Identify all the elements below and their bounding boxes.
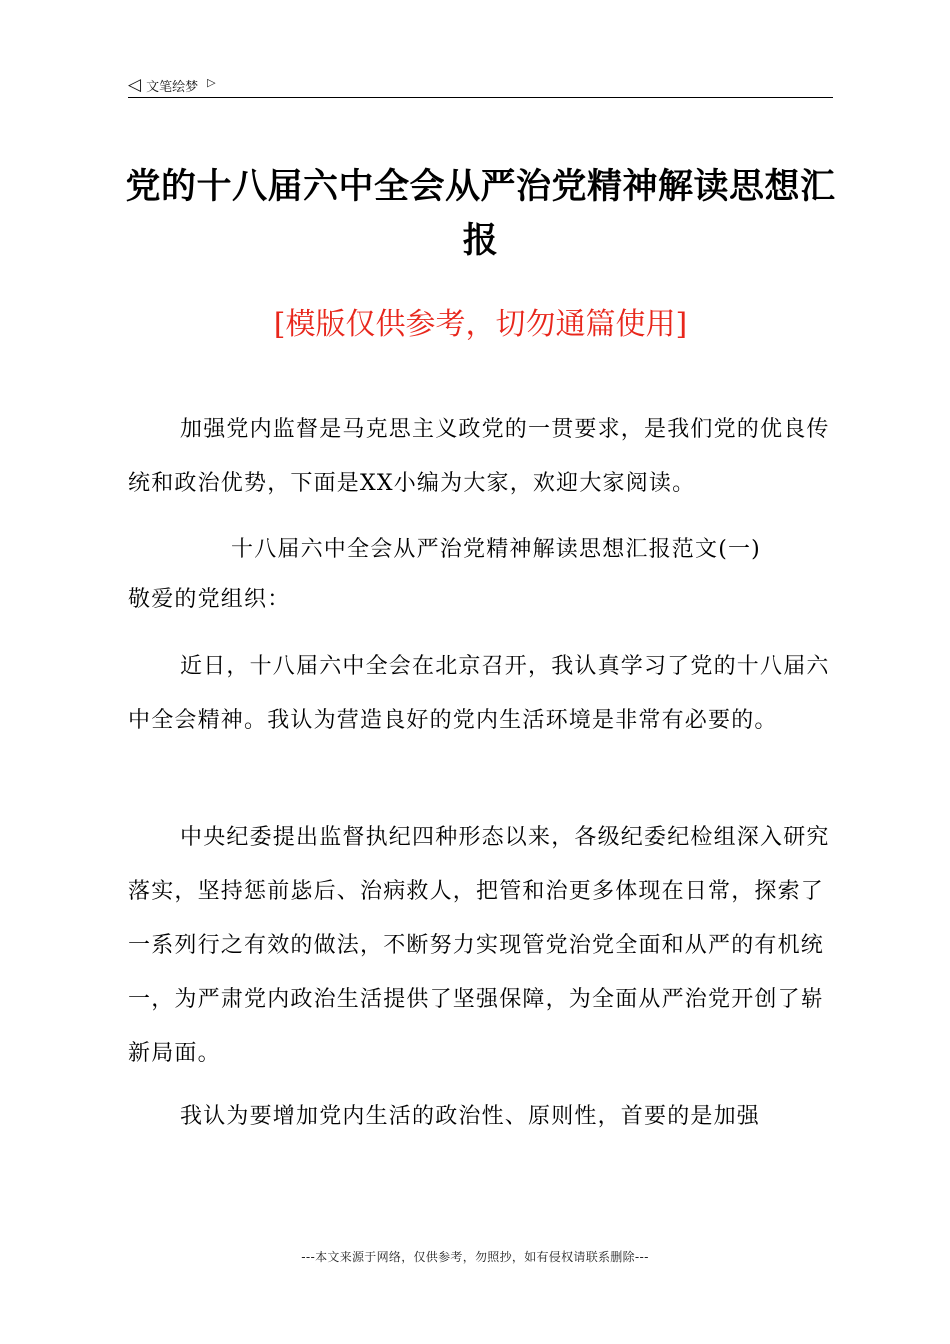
footer-notice: ---本文来源于网络，仅供参考，勿照抄，如有侵权请联系删除--- xyxy=(301,1250,649,1264)
triangle-right-icon: ▷ xyxy=(207,75,216,89)
body-paragraph-2: 中央纪委提出监督执纪四种形态以来，各级纪委纪检组深入研究落实，坚持惩前毖后、治病救人，把管和治更多体现在日常，探索了一系列行之有效的做法，不断努力实现管党治党全面和从严的有机统一，为严肃党内政治生活提供了坚强保障，为全面从严治党开创了崭新局面。 xyxy=(128,825,830,1066)
body-paragraph-3: 我认为要增加党内生活的政治性、原则性，首要的是加强 xyxy=(180,1104,761,1129)
section-block xyxy=(128,525,840,625)
document-title: 党的十八届六中全会从严治党精神解读思想汇报 xyxy=(125,167,836,261)
header-divider xyxy=(128,97,833,98)
document-subtitle: [模版仅供参考，切勿通篇使用] xyxy=(273,307,688,342)
brand-label: 文笔绘梦 xyxy=(146,79,199,95)
section-heading: 十八届六中全会从严治党精神解读思想汇报范文(一) xyxy=(231,537,761,562)
page-header xyxy=(128,74,216,96)
body-paragraph-1: 近日，十八届六中全会在北京召开，我认真学习了党的十八届六中全会精神。我认为营造良好的党内生活环境是非常有必要的。 xyxy=(128,654,830,733)
intro-paragraph: 加强党内监督是马克思主义政党的一贯要求，是我们党的优良传统和政治优势，下面是XX小编为大家，欢迎大家阅读。 xyxy=(128,417,830,496)
triangle-left-icon: ◁ xyxy=(128,74,142,95)
salutation: 敬爱的党组织： xyxy=(128,587,291,612)
